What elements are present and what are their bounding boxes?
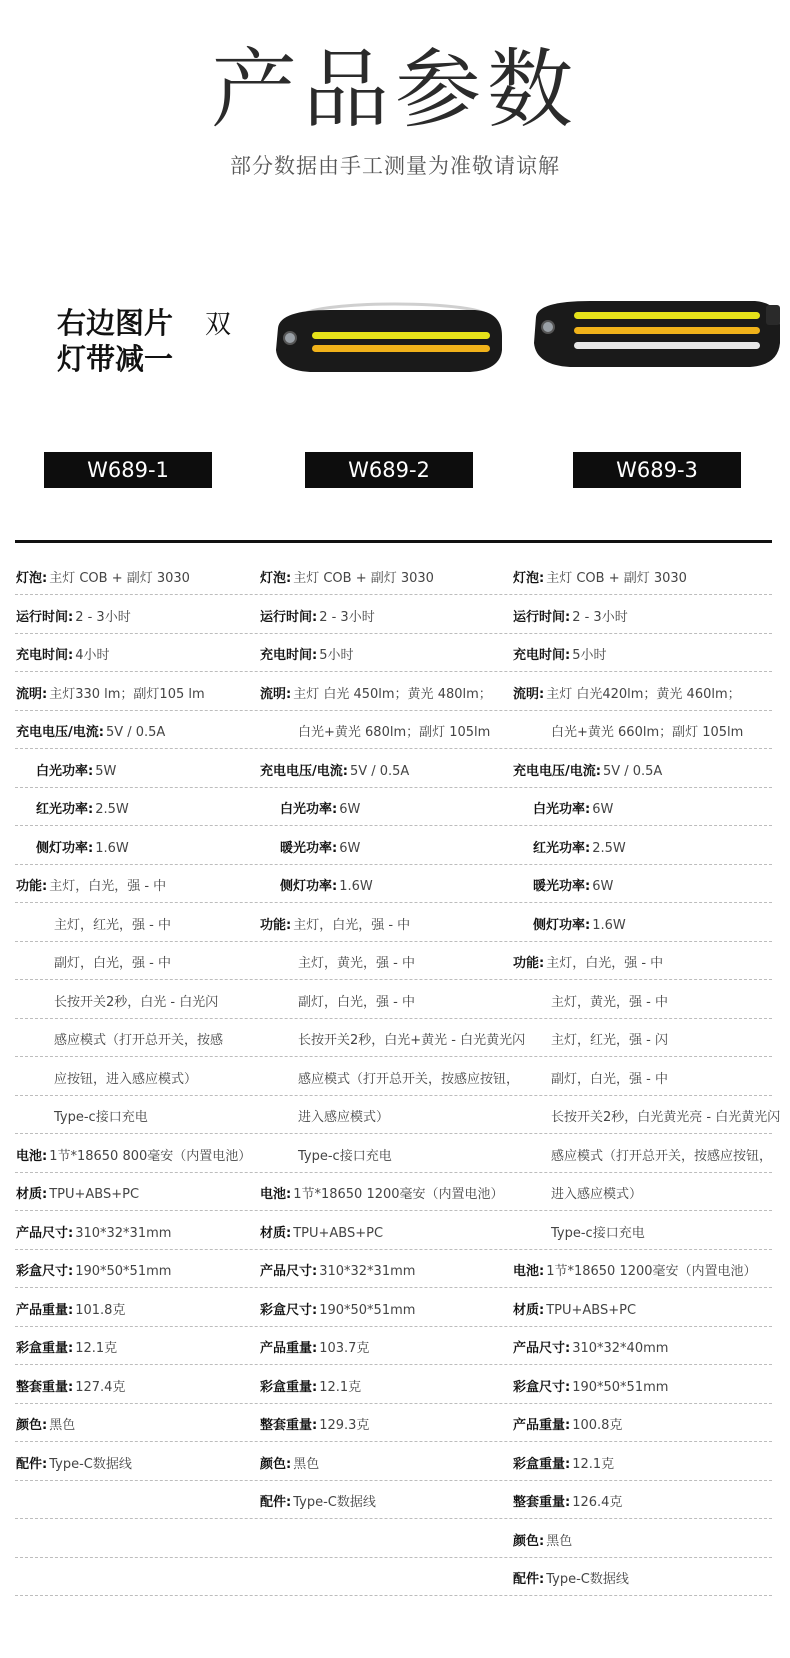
spec-label: 材质: xyxy=(16,1187,48,1202)
row-divider xyxy=(15,1595,772,1596)
row-divider xyxy=(15,1326,772,1327)
spec-value: 2 - 3小时 xyxy=(75,609,131,625)
spec-value: 100.8克 xyxy=(572,1418,623,1433)
spec-value: 5V / 0.5A xyxy=(602,763,663,779)
spec-value: 1.6W xyxy=(592,917,626,933)
spec-value: 主灯，红光，强 - 闪 xyxy=(551,1033,668,1048)
spec-cell-w689-2 xyxy=(260,647,353,665)
row-divider xyxy=(15,864,772,865)
spec-cell-w689-2 xyxy=(280,801,360,819)
spec-cell-w689-2 xyxy=(260,1225,383,1243)
spec-cell-w689-3 xyxy=(513,763,662,781)
spec-label: 整套重量: xyxy=(513,1495,571,1510)
row-divider xyxy=(15,1018,772,1019)
spec-label: 功能: xyxy=(16,879,48,894)
spec-cell-w689-3 xyxy=(533,917,626,935)
spec-value: Type-c接口充电 xyxy=(551,1225,645,1241)
spec-cell-w689-3 xyxy=(513,1379,668,1397)
spec-value: 感应模式（打开总开关，按感应按钮， xyxy=(298,1071,520,1087)
spec-cell-w689-1 xyxy=(16,1148,251,1166)
spec-value: 副灯，白光，强 - 中 xyxy=(298,994,415,1010)
row-divider xyxy=(15,748,772,749)
table-top-rule xyxy=(15,540,772,543)
spec-label: 功能: xyxy=(260,917,292,933)
spec-cell-w689-1 xyxy=(16,878,166,896)
row-divider xyxy=(15,710,772,711)
spec-value: 5小时 xyxy=(572,648,607,663)
row-divider xyxy=(15,633,772,634)
row-divider xyxy=(15,1056,772,1057)
spec-value: 主灯 COB + 副灯 3030 xyxy=(293,571,434,586)
spec-value: 12.1克 xyxy=(75,1341,118,1356)
spec-cell-w689-1 xyxy=(16,686,205,704)
spec-cell-w689-3 xyxy=(513,1263,757,1281)
spec-value: 黑色 xyxy=(293,1456,320,1472)
headlamp-image-w689-2 xyxy=(270,298,510,378)
spec-cell-w689-3 xyxy=(533,878,613,896)
spec-value: 310*32*40mm xyxy=(572,1341,669,1356)
spec-value: Type-C数据线 xyxy=(49,1456,132,1472)
spec-cell-w689-1 xyxy=(16,1456,132,1474)
row-divider xyxy=(15,1133,772,1134)
spec-label: 运行时间: xyxy=(260,609,318,625)
spec-value: 5小时 xyxy=(319,648,354,663)
spec-value: 黑色 xyxy=(49,1418,76,1433)
spec-value: 主灯330 lm；副灯105 lm xyxy=(49,686,205,702)
spec-cell-w689-1 xyxy=(16,724,165,742)
spec-cell-w689-1 xyxy=(16,647,109,665)
row-divider xyxy=(15,1403,772,1404)
page-subtitle: 部分数据由手工测量为准敬请谅解 xyxy=(230,154,560,178)
headlamp-image-w689-3 xyxy=(530,295,785,370)
spec-cell-w689-3 xyxy=(513,1456,614,1474)
spec-value: 126.4克 xyxy=(572,1495,623,1510)
spec-cell-w689-3 xyxy=(551,724,743,742)
spec-value: 1节*18650 1200毫安（内置电池） xyxy=(293,1187,504,1202)
spec-value: 长按开关2秒，白光 - 白光闪 xyxy=(54,994,219,1010)
row-divider xyxy=(15,787,772,788)
spec-value: 6W xyxy=(592,879,614,894)
spec-label: 电池: xyxy=(513,1264,545,1279)
spec-cell-w689-1 xyxy=(16,1225,171,1243)
spec-cell-w689-1 xyxy=(16,1263,171,1281)
spec-value: 主灯 COB + 副灯 3030 xyxy=(546,571,687,586)
spec-value: 6W xyxy=(339,802,361,817)
spec-label: 颜色: xyxy=(260,1456,292,1472)
page-title: 产品参数 xyxy=(211,40,579,140)
spec-value: 103.7克 xyxy=(319,1341,370,1356)
spec-cell-w689-3 xyxy=(551,1225,645,1243)
row-divider xyxy=(15,671,772,672)
spec-cell-w689-2 xyxy=(260,570,434,588)
spec-value: 长按开关2秒，白光黄光亮 - 白光黄光闪 xyxy=(551,1110,781,1125)
image-note-extra: 双 xyxy=(205,310,232,340)
spec-value: 190*50*51mm xyxy=(75,1264,172,1279)
spec-value: 主灯，黄光，强 - 中 xyxy=(298,956,415,971)
spec-label: 彩盒尺寸: xyxy=(16,1264,74,1279)
spec-value: 190*50*51mm xyxy=(572,1379,669,1395)
spec-cell-w689-2 xyxy=(260,1494,376,1512)
spec-cell-w689-2 xyxy=(260,686,492,704)
image-note xyxy=(57,305,173,377)
spec-label: 配件: xyxy=(260,1495,292,1510)
spec-cell-w689-3 xyxy=(513,1533,572,1551)
spec-label: 整套重量: xyxy=(260,1418,318,1433)
spec-cell-w689-2 xyxy=(298,1109,389,1127)
spec-cell-w689-2 xyxy=(298,1032,525,1050)
spec-label: 侧灯功率: xyxy=(533,917,591,933)
spec-label: 材质: xyxy=(513,1302,545,1318)
spec-value: 感应模式（打开总开关，按感应按钮， xyxy=(551,1148,773,1164)
spec-cell-w689-2 xyxy=(260,917,410,935)
spec-label: 材质: xyxy=(260,1225,292,1241)
spec-cell-w689-3 xyxy=(533,801,613,819)
spec-label: 充电时间: xyxy=(260,648,318,663)
spec-value: 主灯 白光 450lm；黄光 480lm； xyxy=(293,686,492,702)
spec-label: 充电电压/电流: xyxy=(260,763,348,779)
spec-value: 190*50*51mm xyxy=(319,1302,416,1318)
spec-cell-w689-3 xyxy=(513,1494,622,1512)
spec-value: TPU+ABS+PC xyxy=(49,1187,140,1202)
spec-value: 12.1克 xyxy=(319,1379,362,1395)
spec-cell-w689-2 xyxy=(298,955,415,973)
spec-cell-w689-3 xyxy=(551,1032,668,1050)
row-divider xyxy=(15,1557,772,1558)
spec-value: Type-c接口充电 xyxy=(54,1110,148,1125)
spec-label: 侧灯功率: xyxy=(280,879,338,894)
spec-value: Type-C数据线 xyxy=(293,1495,376,1510)
spec-value: 2.5W xyxy=(95,802,129,817)
spec-label: 白光功率: xyxy=(280,802,338,817)
spec-cell-w689-2 xyxy=(260,1186,504,1204)
model-label-1: W689-1 xyxy=(44,452,212,488)
model-label-2: W689-2 xyxy=(305,452,473,488)
spec-value: 1节*18650 800毫安（内置电池） xyxy=(49,1148,252,1164)
row-divider xyxy=(15,979,772,980)
row-divider xyxy=(15,1172,772,1173)
spec-value: 副灯，白光，强 - 中 xyxy=(54,956,171,971)
spec-cell-w689-3 xyxy=(551,1071,668,1089)
spec-label: 充电时间: xyxy=(513,648,571,663)
spec-cell-w689-2 xyxy=(280,840,360,858)
spec-cell-w689-3 xyxy=(551,1186,642,1204)
spec-cell-w689-3 xyxy=(533,840,626,858)
spec-cell-w689-1 xyxy=(16,1417,75,1435)
spec-cell-w689-3 xyxy=(513,1340,668,1358)
spec-label: 配件: xyxy=(513,1572,545,1587)
spec-label: 产品尺寸: xyxy=(513,1341,571,1356)
spec-cell-w689-2 xyxy=(260,1302,415,1320)
spec-value: 黑色 xyxy=(546,1533,573,1549)
spec-cell-w689-3 xyxy=(551,1148,772,1166)
row-divider xyxy=(15,902,772,903)
spec-value: 主灯，红光，强 - 中 xyxy=(54,917,171,933)
row-divider xyxy=(15,941,772,942)
spec-cell-w689-2 xyxy=(260,1417,369,1435)
spec-cell-w689-3 xyxy=(513,955,663,973)
spec-label: 运行时间: xyxy=(16,609,74,625)
spec-cell-w689-3 xyxy=(513,1417,622,1435)
spec-value: 进入感应模式） xyxy=(551,1187,643,1202)
spec-cell-w689-2 xyxy=(298,724,490,742)
spec-value: 2 - 3小时 xyxy=(572,609,628,625)
row-divider xyxy=(15,1480,772,1481)
spec-cell-w689-2 xyxy=(260,1379,361,1397)
spec-value: 副灯，白光，强 - 中 xyxy=(551,1071,668,1087)
spec-value: TPU+ABS+PC xyxy=(293,1225,384,1241)
spec-cell-w689-2 xyxy=(260,609,375,627)
spec-value: 4小时 xyxy=(75,648,110,663)
spec-cell-w689-1 xyxy=(16,1302,125,1320)
spec-cell-w689-2 xyxy=(298,1071,519,1089)
spec-label: 产品重量: xyxy=(260,1341,318,1356)
spec-label: 电池: xyxy=(16,1148,48,1164)
spec-cell-w689-3 xyxy=(513,647,606,665)
spec-cell-w689-1 xyxy=(36,840,129,858)
row-divider xyxy=(15,825,772,826)
spec-value: 2.5W xyxy=(592,840,626,856)
spec-cell-w689-3 xyxy=(551,994,668,1012)
spec-label: 运行时间: xyxy=(513,609,571,625)
spec-value: 主灯，黄光，强 - 中 xyxy=(551,994,668,1010)
spec-value: 主灯 白光420lm；黄光 460lm； xyxy=(546,686,741,702)
spec-cell-w689-1 xyxy=(16,570,190,588)
spec-label: 整套重量: xyxy=(16,1379,74,1395)
spec-cell-w689-2 xyxy=(280,878,373,896)
spec-value: 129.3克 xyxy=(319,1418,370,1433)
row-divider xyxy=(15,1249,772,1250)
spec-cell-w689-3 xyxy=(513,1571,629,1589)
spec-label: 产品重量: xyxy=(513,1418,571,1433)
spec-label: 功能: xyxy=(513,956,545,971)
spec-value: 12.1克 xyxy=(572,1456,615,1472)
spec-value: 6W xyxy=(592,802,614,817)
spec-value: 1节*18650 1200毫安（内置电池） xyxy=(546,1264,757,1279)
spec-value: 310*32*31mm xyxy=(75,1225,172,1241)
spec-value: 1.6W xyxy=(339,879,373,894)
spec-cell-w689-1 xyxy=(36,763,116,781)
spec-label: 产品尺寸: xyxy=(260,1264,318,1279)
spec-cell-w689-1 xyxy=(54,1109,148,1127)
spec-value: 主灯，白光，强 - 中 xyxy=(546,956,664,971)
spec-cell-w689-1 xyxy=(16,1186,139,1204)
spec-value: 白光+黄光 660lm；副灯 105lm xyxy=(551,725,744,740)
spec-label: 产品尺寸: xyxy=(16,1225,74,1241)
spec-value: TPU+ABS+PC xyxy=(546,1302,637,1318)
spec-cell-w689-2 xyxy=(260,1456,319,1474)
row-divider xyxy=(15,1287,772,1288)
row-divider xyxy=(15,1441,772,1442)
spec-cell-w689-2 xyxy=(298,1148,392,1166)
spec-cell-w689-3 xyxy=(513,570,687,588)
row-divider xyxy=(15,1364,772,1365)
spec-value: 5V / 0.5A xyxy=(105,725,166,740)
spec-label: 颜色: xyxy=(513,1533,545,1549)
spec-cell-w689-3 xyxy=(513,686,741,704)
spec-cell-w689-2 xyxy=(260,1263,415,1281)
spec-label: 彩盒尺寸: xyxy=(513,1379,571,1395)
spec-cell-w689-1 xyxy=(36,801,129,819)
spec-value: 2 - 3小时 xyxy=(319,609,375,625)
spec-cell-w689-2 xyxy=(260,1340,369,1358)
spec-value: 101.8克 xyxy=(75,1302,126,1318)
spec-label: 电池: xyxy=(260,1187,292,1202)
spec-value: 127.4克 xyxy=(75,1379,126,1395)
spec-label: 流明: xyxy=(260,686,292,702)
spec-label: 充电电压/电流: xyxy=(513,763,601,779)
spec-cell-w689-1 xyxy=(16,1379,125,1397)
spec-label: 彩盒重量: xyxy=(260,1379,318,1395)
spec-label: 配件: xyxy=(16,1456,48,1472)
row-divider xyxy=(15,594,772,595)
spec-value: 应按钮，进入感应模式） xyxy=(54,1071,198,1087)
spec-label: 流明: xyxy=(16,686,48,702)
spec-value: 6W xyxy=(339,840,361,856)
spec-cell-w689-1 xyxy=(54,994,218,1012)
spec-label: 产品重量: xyxy=(16,1302,74,1318)
spec-label: 颜色: xyxy=(16,1418,48,1433)
spec-value: 主灯，白光，强 - 中 xyxy=(49,879,167,894)
spec-value: 310*32*31mm xyxy=(319,1264,416,1279)
spec-label: 白光功率: xyxy=(533,802,591,817)
spec-label: 红光功率: xyxy=(533,840,591,856)
spec-label: 灯泡: xyxy=(16,571,48,586)
spec-label: 彩盒重量: xyxy=(513,1456,571,1472)
spec-cell-w689-1 xyxy=(54,955,171,973)
image-note-line-2: 灯带减一 xyxy=(57,342,174,376)
spec-value: 白光+黄光 680lm；副灯 105lm xyxy=(298,725,491,740)
spec-value: 长按开关2秒，白光+黄光 - 白光黄光闪 xyxy=(298,1033,526,1048)
image-note-line-1: 右边图片 xyxy=(57,306,174,340)
spec-label: 流明: xyxy=(513,686,545,702)
spec-cell-w689-1 xyxy=(54,917,171,935)
spec-cell-w689-1 xyxy=(16,1340,117,1358)
spec-label: 充电时间: xyxy=(16,648,74,663)
spec-label: 彩盒尺寸: xyxy=(260,1302,318,1318)
model-label-3: W689-3 xyxy=(573,452,741,488)
spec-label: 充电电压/电流: xyxy=(16,725,104,740)
spec-cell-w689-1 xyxy=(54,1071,197,1089)
spec-label: 暖光功率: xyxy=(280,840,338,856)
spec-value: 进入感应模式） xyxy=(298,1110,390,1125)
spec-cell-w689-1 xyxy=(54,1032,223,1050)
spec-value: 1.6W xyxy=(95,840,129,856)
spec-value: 主灯，白光，强 - 中 xyxy=(293,917,411,933)
spec-value: 感应模式（打开总开关，按感 xyxy=(54,1033,224,1048)
spec-cell-w689-2 xyxy=(298,994,415,1012)
spec-value: Type-C数据线 xyxy=(546,1572,629,1587)
spec-cell-w689-3 xyxy=(513,1302,636,1320)
spec-label: 暖光功率: xyxy=(533,879,591,894)
spec-label: 灯泡: xyxy=(513,571,545,586)
spec-label: 灯泡: xyxy=(260,571,292,586)
row-divider xyxy=(15,1095,772,1096)
row-divider xyxy=(15,1210,772,1211)
spec-label: 红光功率: xyxy=(36,802,94,817)
spec-label: 彩盒重量: xyxy=(16,1341,74,1356)
spec-value: 主灯 COB + 副灯 3030 xyxy=(49,571,190,586)
spec-cell-w689-3 xyxy=(551,1109,780,1127)
spec-label: 白光功率: xyxy=(36,763,94,779)
spec-label: 侧灯功率: xyxy=(36,840,94,856)
spec-value: Type-c接口充电 xyxy=(298,1148,392,1164)
row-divider xyxy=(15,1518,772,1519)
spec-value: 5W xyxy=(95,763,117,779)
spec-cell-w689-1 xyxy=(16,609,131,627)
spec-cell-w689-3 xyxy=(513,609,628,627)
spec-value: 5V / 0.5A xyxy=(349,763,410,779)
spec-cell-w689-2 xyxy=(260,763,409,781)
